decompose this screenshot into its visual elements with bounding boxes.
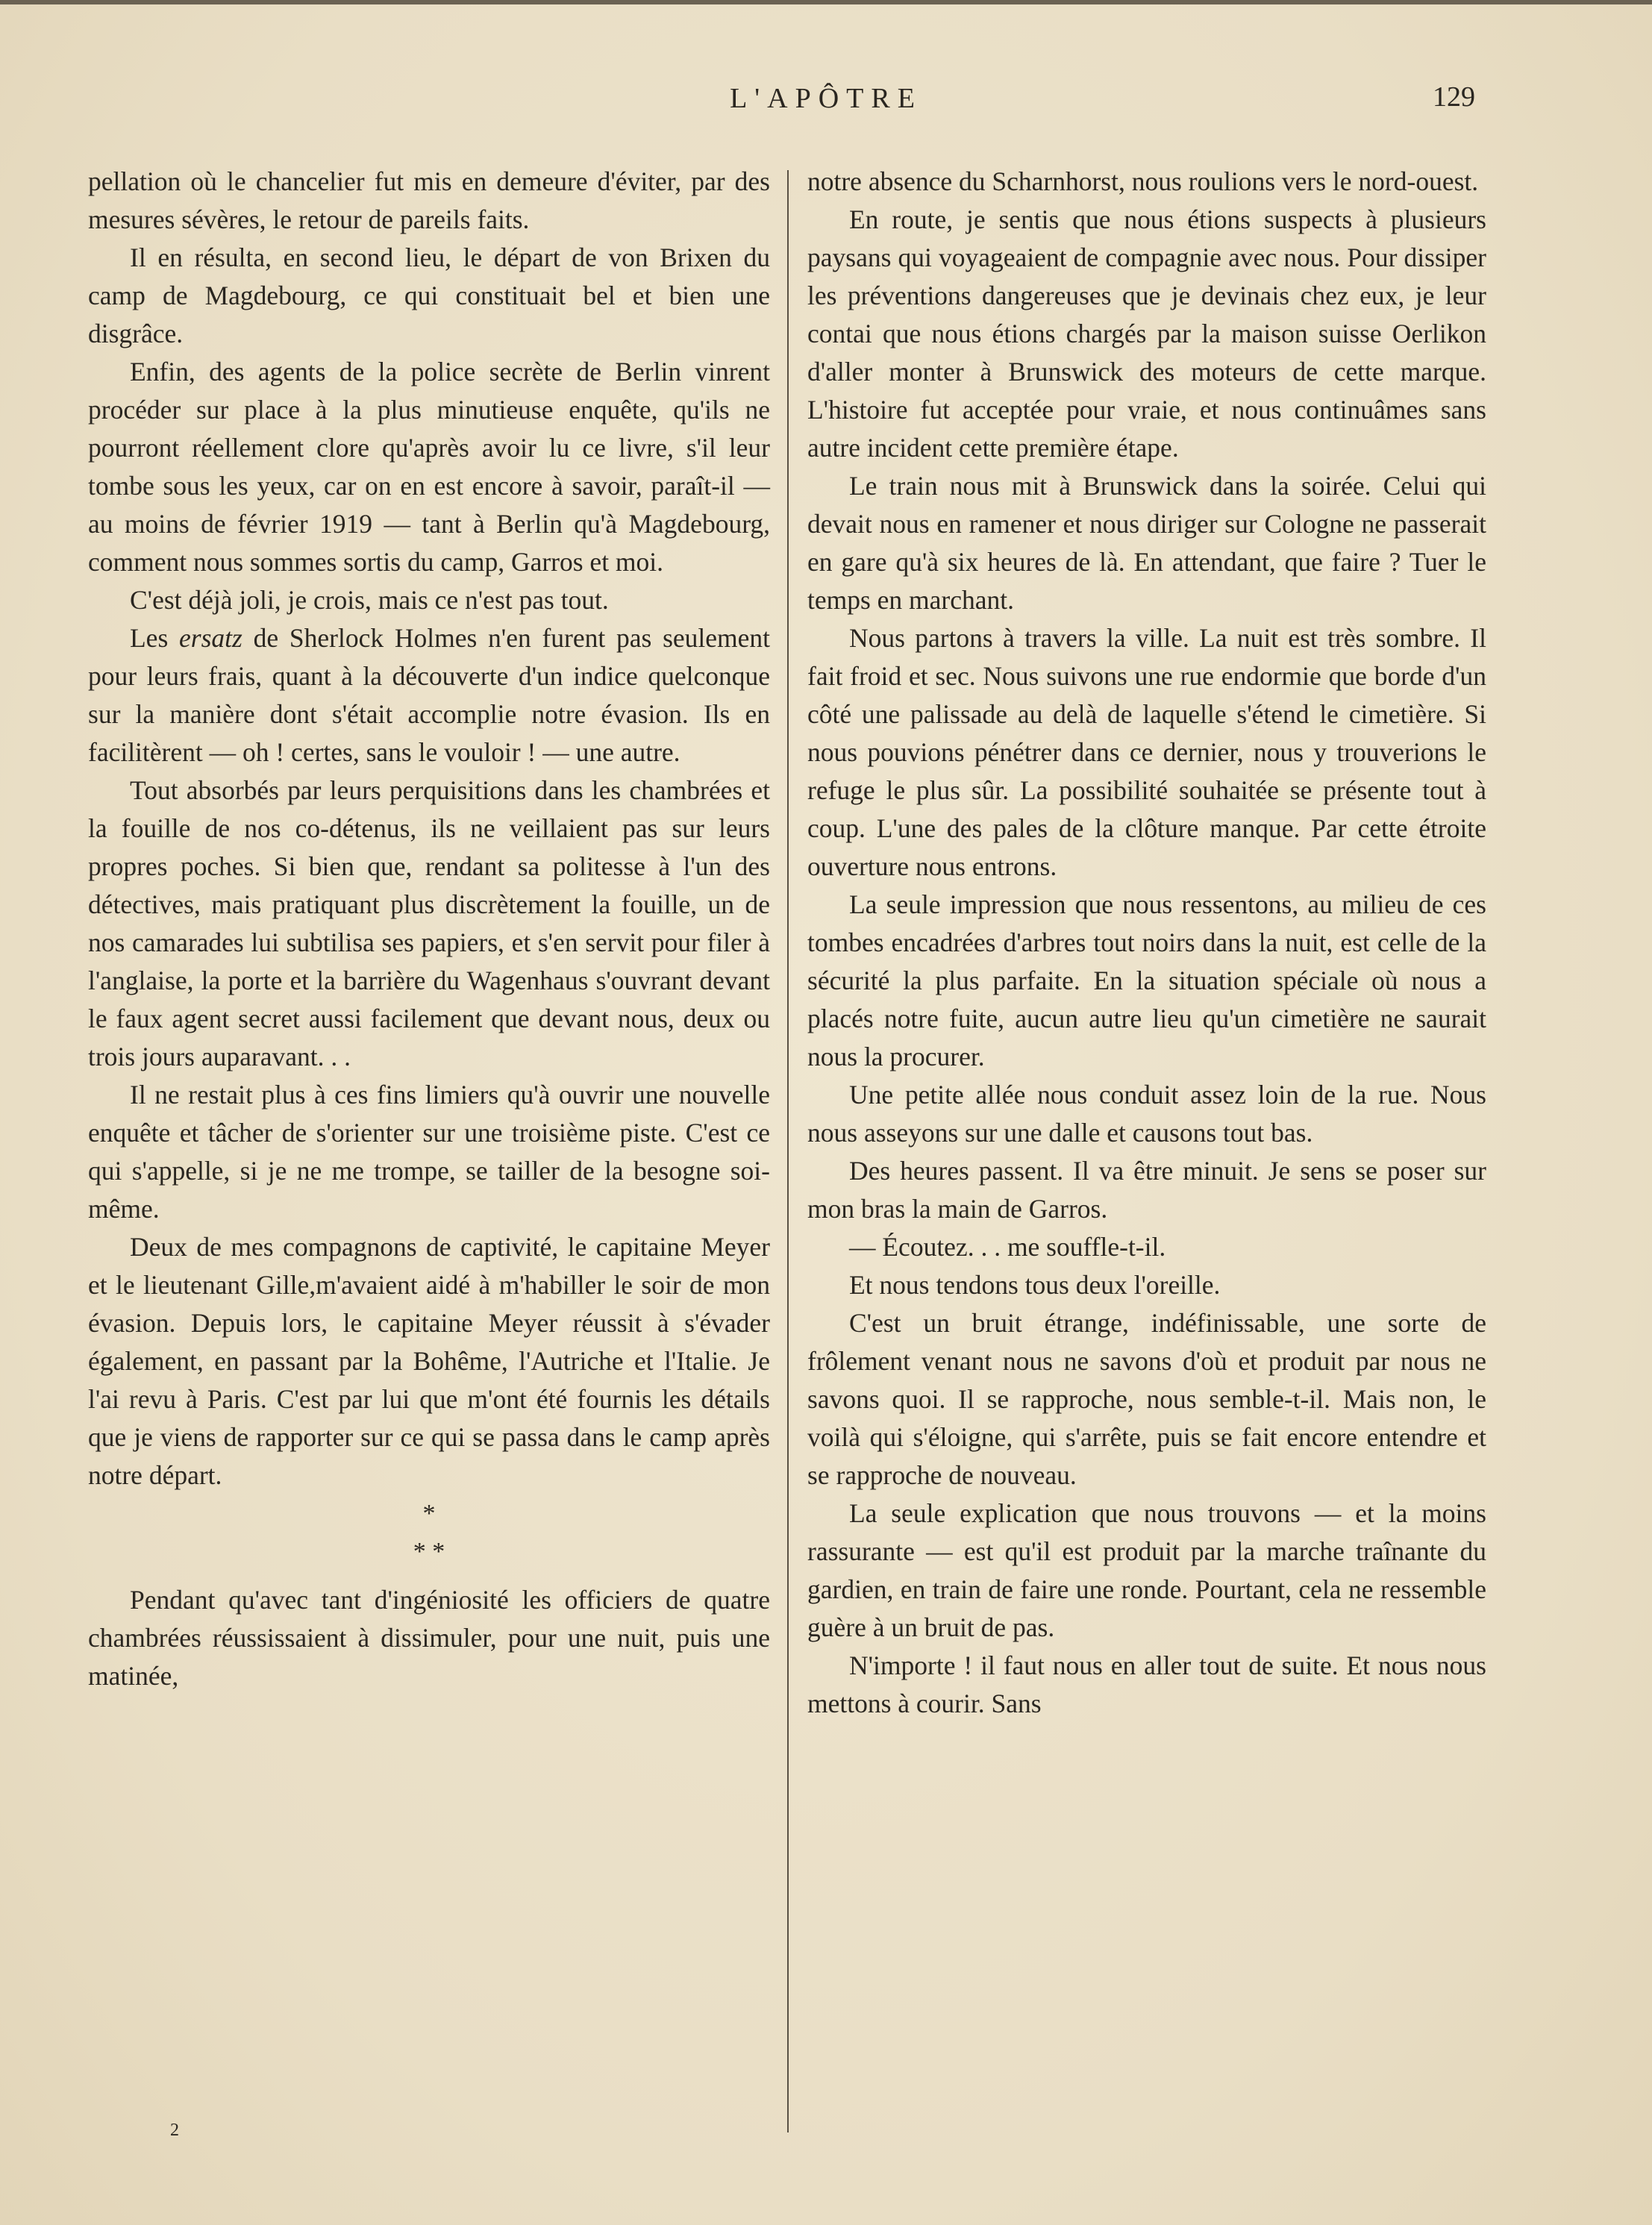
paragraph: N'importe ! il faut nous en aller tout de suite. Et nous nous mettons à courir. Sans xyxy=(807,1650,1486,1718)
asterism-top: * xyxy=(422,1500,436,1527)
paragraph: Et nous tendons tous deux l'oreille. xyxy=(849,1270,1221,1300)
paragraph: Des heures passent. Il va être minuit. Je sens se poser sur mon bras la main de Garros. xyxy=(807,1156,1486,1224)
italic-word: ersatz xyxy=(179,623,243,653)
paragraph: C'est un bruit étrange, indéfinissable, une sorte de frôlement venant nous ne savons d'où et produit par nous ne savons quoi. Il se rapproche, nous semble-t-il. Mais non, le voilà qui s'éloigne, qui s'arrête, puis se fait encore entendre et se rapproche de nouveau. xyxy=(807,1308,1486,1490)
top-edge-rule xyxy=(0,0,1652,4)
paragraph: Il ne restait plus à ces fins limiers qu'à ouvrir une nouvelle enquête et tâcher de s'orienter sur une troisième piste. C'est ce qui s'appelle, si je ne me trompe, se tailler de la besogne soi-même. xyxy=(88,1080,770,1224)
paragraph: La seule explication que nous trouvons — et la moins rassurante — est qu'il est produit par la marche traînante du gardien, en train de faire une ronde. Pourtant, cela ne ressemble guère à un bruit de pas. xyxy=(807,1498,1486,1642)
asterism-bottom: * * xyxy=(413,1538,445,1565)
paragraph: Tout absorbés par leurs perquisitions dans les chambrées et la fouille de nos co-détenus, ils ne veillaient pas sur leurs propres poches. Si bien que, rendant sa politesse à l'un des détectives, mais pratiquant plus discrètement la fouille, un de nos camarades lui subtilisa ses papiers, et s'en servit pour filer à l'anglaise, la porte et la barrière du Wagenhaus s'ouvrant devant le faux agent secret aussi facilement que devant nous, deux ou trois jours auparavant. . . xyxy=(88,775,770,1071)
paragraph-ersatz xyxy=(88,619,770,772)
paragraph: pellation où le chancelier fut mis en demeure d'éviter, par des mesures sévères, le retour de pareils faits. xyxy=(88,166,770,234)
signature-mark: 2 xyxy=(170,2121,179,2140)
left-column xyxy=(88,163,770,1695)
paragraph: Pendant qu'avec tant d'ingéniosité les officiers de quatre chambrées réussissaient à dissimuler, pour une nuit, puis une matinée, xyxy=(88,1585,770,1691)
paragraph: Il en résulta, en second lieu, le départ de von Brixen du camp de Magdebourg, ce qui constituait bel et bien une disgrâce. xyxy=(88,242,770,348)
paragraph: — Écoutez. . . me souffle-t-il. xyxy=(849,1232,1166,1262)
paragraph: La seule impression que nous ressentons, au milieu de ces tombes encadrées d'arbres tout noirs dans la nuit, est celle de la sécurité la plus parfaite. En la situation spéciale où nous a placés notre fuite, aucun autre lieu qu'un cimetière ne saurait nous la procurer. xyxy=(807,889,1486,1071)
text-run: de Sherlock Holmes n'en furent pas seulement pour leurs frais, quant à la découverte d'un indice quelconque sur la manière dont s'était accomplie notre évasion. Ils en facilitèrent — oh ! certes, sans le vouloir ! — une autre. xyxy=(88,623,770,767)
paragraph: Nous partons à travers la ville. La nuit est très sombre. Il fait froid et sec. Nous suivons une rue endormie que borde d'un côté une palissade au delà de laquelle s'étend le cimetière. Si nous pouvions pénétrer dans ce dernier, nous y trouverions le refuge le plus sûr. La possibilité souhaitée se présente tout à coup. L'une des pales de la clôture manque. Par cette étroite ouverture nous entrons. xyxy=(807,623,1486,881)
paragraph: Une petite allée nous conduit assez loin de la rue. Nous nous asseyons sur une dalle et causons tout bas. xyxy=(807,1080,1486,1148)
right-column xyxy=(807,163,1486,1723)
column-divider xyxy=(787,170,789,2132)
paragraph: notre absence du Scharnhorst, nous roulions vers le nord-ouest. xyxy=(807,166,1479,196)
page-number: 129 xyxy=(1433,81,1475,113)
paragraph: C'est déjà joli, je crois, mais ce n'est pas tout. xyxy=(130,585,609,615)
paragraph: Le train nous mit à Brunswick dans la soirée. Celui qui devait nous en ramener et nous diriger sur Cologne ne passerait en gare qu'à six heures de là. En attendant, que faire ? Tuer le temps en marchant. xyxy=(807,471,1486,615)
paragraph: Deux de mes compagnons de captivité, le capitaine Meyer et le lieutenant Gille,m'avaient aidé à m'habiller le soir de mon évasion. Depuis lors, le capitaine Meyer réussit à s'évader également, en passant par la Bohême, l'Autriche et l'Italie. Je l'ai revu à Paris. C'est par lui que m'ont été fournis les détails que je viens de rapporter sur ce qui se passa dans le camp après notre départ. xyxy=(88,1232,770,1490)
paragraph: En route, je sentis que nous étions suspects à plusieurs paysans qui voyageaient de compagnie avec nous. Pour dissiper les préventions dangereuses que je devinais chez eux, je leur contai que nous étions chargés par la maison suisse Oerlikon d'aller monter à Brunswick des moteurs de cette marque. L'histoire fut acceptée pour vraie, et nous continuâmes sans autre incident cette première étape. xyxy=(807,204,1486,463)
text-run: Les xyxy=(130,623,180,653)
paragraph: Enfin, des agents de la police secrète de Berlin vinrent procéder sur place à la plus minutieuse enquête, qu'ils ne pourront réellement clore qu'après avoir lu ce livre, s'il leur tombe sous les yeux, car on en est encore à savoir, paraît-il — au moins de février 1919 — tant à Berlin qu'à Magdebourg, comment nous sommes sortis du camp, Garros et moi. xyxy=(88,357,770,577)
running-head: L'APÔTRE xyxy=(730,83,922,114)
